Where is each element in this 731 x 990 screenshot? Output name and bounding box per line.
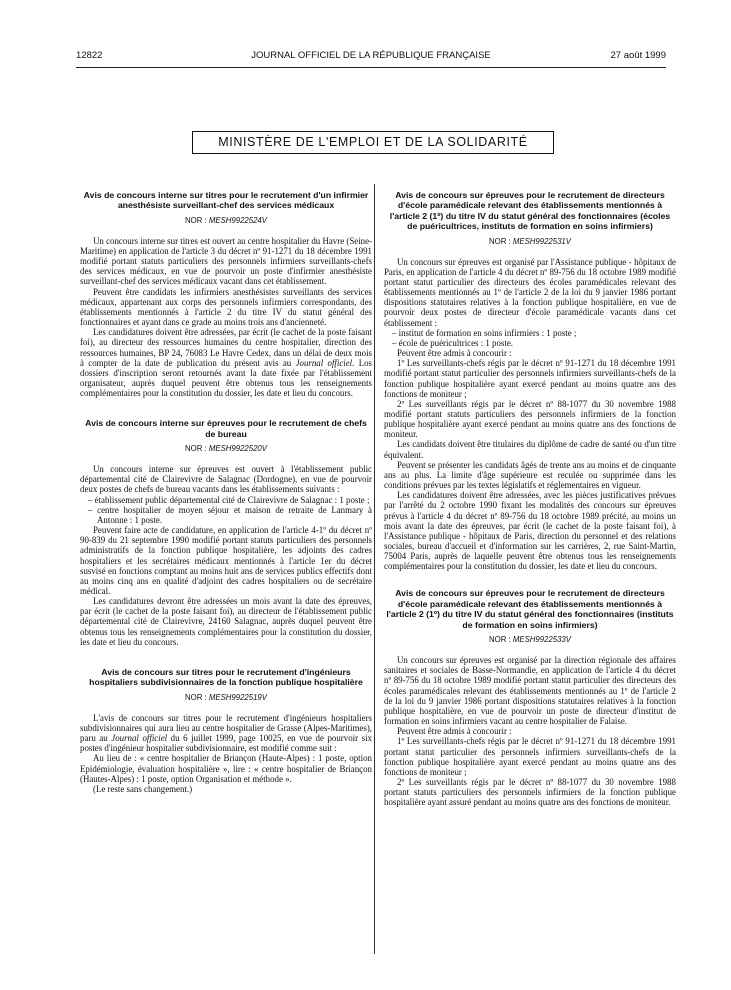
notice-title: Avis de concours sur titres pour le recrutement d'ingénieurs hospitaliers subdivisionnaires de la fonction publique hospitalière	[89, 666, 363, 688]
list-item: – établissement public départemental cité de Clairevivre de Salagnac : 1 poste ;	[88, 494, 370, 505]
paragraph: Peuvent faire acte de candidature, en application de l'article 4-1º du décret nº 90-839 du 21 septembre 1990 modifié portant statuts particuliers des personnels administratifs de la fonction publique hospitalière, les adjoints des cadres hospitaliers et les secrétaires médicaux mentionnés à l'article 1er du décret susvisé en fonctions comptant au moins huit ans de services publics effectifs dont au moins cinq ans en qualité d'adjoint des cadres hospitaliers ou de secrétaire médical.	[80, 525, 372, 596]
journal-title: JOURNAL OFFICIEL DE LA RÉPUBLIQUE FRANÇAISE	[251, 50, 491, 61]
paragraph: Un concours sur épreuves est organisé par l'Assistance publique - hôpitaux de Paris, en application de l'article 4 du décret nº 89-756 du 18 octobre 1989 modifié portant statut particulier des directeurs des écoles paramédicales relevant des établissements mentionnés au 1º de l'article 2 de la loi du 9 janvier 1986 portant dispositions statutaires relatives à la fonction publique hospitalière, en vue de pourvoir deux postes de directeur d'école paramédicale vacants dans cet établissement :	[384, 256, 676, 328]
paragraph: Les candidats doivent être titulaires du diplôme de cadre de santé ou d'un titre équivalent.	[384, 439, 676, 460]
paragraph: 1º Les surveillants-chefs régis par le décret nº 91-1271 du 18 décembre 1991 modifié portant statut particulier des personnels infirmiers surveillants-chefs de la fonction publique hospitalière ayant exercé pendant au moins quatre ans des fonctions de moniteur ;	[384, 358, 676, 399]
nor-reference: NOR : MESH9922531V	[489, 236, 571, 246]
notice-title: Avis de concours interne sur épreuves pour le recrutement de chefs de bureau	[85, 418, 367, 439]
paragraph: Peuvent être candidats les infirmiers anesthésistes surveillants des services médicaux, appartenant aux corps des personnels infirmiers correspondants, des établissements mentionnés à l'article 2 du titre IV du statut général des fonctionnaires et ayant dans ce grade au moins trois ans d'ancienneté.	[80, 286, 372, 328]
ministry-title: MINISTÈRE DE L'EMPLOI ET DE LA SOLIDARITÉ	[192, 131, 554, 154]
nor-reference: NOR : MESH9922533V	[489, 635, 571, 645]
column-divider	[374, 184, 375, 954]
paragraph: Les candidatures doivent être adressées, avec les pièces justificatives prévues par l'arrêté du 2 octobre 1990 fixant les modalités des concours sur épreuves prévus à l'article 4 du décret nº 89-756 du 18 octobre 1989 précité, au moins un mois avant la date des épreuves, par écrit (le cachet de la poste faisant foi), à l'Assistance publique - hôpitaux de Paris, direction du personnel et des relations sociales, bureau d'accueil et d'information sur les carrières, 2, rue Saint-Martin, 75004 Paris, auprès de laquelle peuvent être obtenus tous les renseignements complémentaires pour la constitution du dossier, les date et lieu du concours.	[384, 490, 676, 572]
list-item: – centre hospitalier de moyen séjour et maison de retraite de Lanmary à Antonne : 1 poste.	[88, 504, 372, 525]
nor-reference: NOR : MESH9922520V	[185, 444, 267, 454]
notice-title: Avis de concours sur épreuves pour le recrutement de directeurs d'école paramédicale relevant des établissements mentionnés à l'article 2 (1º) du titre IV du statut général des fonctionnaires (instituts de formation en soins infirmiers)	[386, 588, 674, 630]
notice-title: Avis de concours sur épreuves pour le recrutement de directeurs d'école paramédicale relevant des établissements mentionnés à l'article 2 (1º) du titre IV du statut général des fonctionnaires (écoles de puéricultrices, instituts de formation en soins infirmiers)	[389, 190, 671, 232]
paragraph: Un concours interne sur épreuves est ouvert à l'établissement public départemental cité de Clairevivre de Salagnac (Dordogne), en vue de pourvoir deux postes de chefs de bureau vacants dans les établissements suivants :	[80, 464, 372, 495]
header-rule	[76, 67, 666, 68]
issue-date: 27 août 1999	[610, 50, 666, 61]
left-column	[80, 190, 372, 960]
paragraph: Au lieu de : « centre hospitalier de Briançon (Haute-Alpes) : 1 poste, option Epidémiologie, évaluation hospitalière », lire : « centre hospitalier de Briançon (Hautes-Alpes) : 1 poste, option Organisation et méthode ».	[80, 753, 372, 784]
paragraph: 1º Les surveillants-chefs régis par le décret nº 91-1271 du 18 décembre 1991 portant statut particulier des personnels infirmiers surveillants-chefs de la fonction publique hospitalière ayant exercé pendant au moins quatre ans des fonctions de moniteur ;	[384, 736, 676, 777]
paragraph: Un concours interne sur titres est ouvert au centre hospitalier du Havre (Seine-Maritime) en application de l'article 3 du décret nº 91-1271 du 18 décembre 1991 modifié portant statuts particuliers des personnels infirmiers surveillants-chefs des services médicaux, en vue de pourvoir un poste d'infirmier anesthésiste surveillant-chef des services médicaux vacant dans cet établissement.	[80, 235, 372, 287]
right-column	[384, 190, 676, 960]
page-header	[76, 50, 666, 64]
list-item: – école de puéricultrices : 1 poste.	[392, 337, 513, 348]
paragraph: Les candidatures doivent être adressées, par écrit (le cachet de la poste faisant foi), au directeur des ressources humaines du centre hospitalier, direction des ressources humaines, BP 24, 76083 Le Havre Cedex, dans un délai de deux mois à compter de la date de publication du présent avis au Journal officiel. Los dossiers d'inscription seront retournés avant la date fixée par l'établissement organisateur, auprès duquel peuvent être obtenus tous les renseignements complémentaires pour la constitution du dossier, les date et lieu du concours.	[80, 327, 372, 399]
list-item: – institut de formation en soins infirmiers : 1 poste ;	[392, 327, 577, 338]
paragraph: L'avis de concours sur titres pour le recrutement d'ingénieurs hospitaliers subdivisionnaires qui aura lieu au centre hospitalier de Grasse (Alpes-Maritimes), paru au Journal officiel du 6 juillet 1999, page 10025, en vue de pourvoir six postes d'ingénieur hospitalier subdivisionnaire, est modifié comme suit :	[80, 712, 372, 754]
paragraph: Un concours sur épreuves est organisé par la direction régionale des affaires sanitaires et sociales de Basse-Normandie, en application de l'article 4 du décret nº 89-756 du 18 octobre 1989 modifié portant statut particulier des directeurs des écoles paramédicales relevant des établissements mentionnés au 1º de l'article 2 de la loi du 9 janvier 1986 portant dispositions statutaires relatives à la fonction publique hospitalière, en vue de pourvoir un poste de directeur d'institut de formation en soins infirmiers vacant au centre hospitalier de Falaise.	[384, 655, 676, 727]
nor-reference: NOR : MESH9922519V	[185, 692, 267, 702]
paragraph: Peuvent se présenter les candidats âgés de trente ans au moins et de cinquante ans au plus. La limite d'âge supérieure est reculée ou supprimée dans les conditions prévues par les textes législatifs et réglementaires en vigueur.	[384, 459, 676, 491]
paragraph: Peuvent être admis à concourir :	[397, 726, 512, 737]
notice-title: Avis de concours interne sur titres pour le recrutement d'un infirmier anesthésiste surveillant-chef des services médicaux	[83, 190, 369, 211]
page-number: 12822	[76, 50, 103, 61]
paragraph: 2º Les surveillants régis par le décret nº 88-1077 du 30 novembre 1988 modifié portant statuts particuliers des personnels infirmiers de la fonction publique hospitalière ayant exercé pendant au moins quatre ans des fonctions de moniteur.	[384, 398, 676, 440]
nor-reference: NOR : MESH9922524V	[185, 215, 267, 225]
paragraph: Les candidatures devront être adressées un mois avant la date des épreuves, par écrit (le cachet de la poste faisant foi), au directeur de l'établissement public départemental cité de Clairevivre, 24160 Salagnac, auprès duquel peuvent être obtenus tous les renseignements complémentaires pour la constitution du dossier, les date et lieu du concours.	[80, 596, 372, 647]
paragraph: 2º Les surveillants régis par le décret nº 88-1077 du 30 novembre 1988 portant statuts particuliers des personnels infirmiers de la fonction publique hospitalière ayant assuré pendant au moins quatre ans des fonctions de moniteur.	[384, 776, 676, 808]
paragraph: (Le reste sans changement.)	[93, 783, 193, 794]
paragraph: Peuvent être admis à concourir :	[397, 348, 512, 359]
